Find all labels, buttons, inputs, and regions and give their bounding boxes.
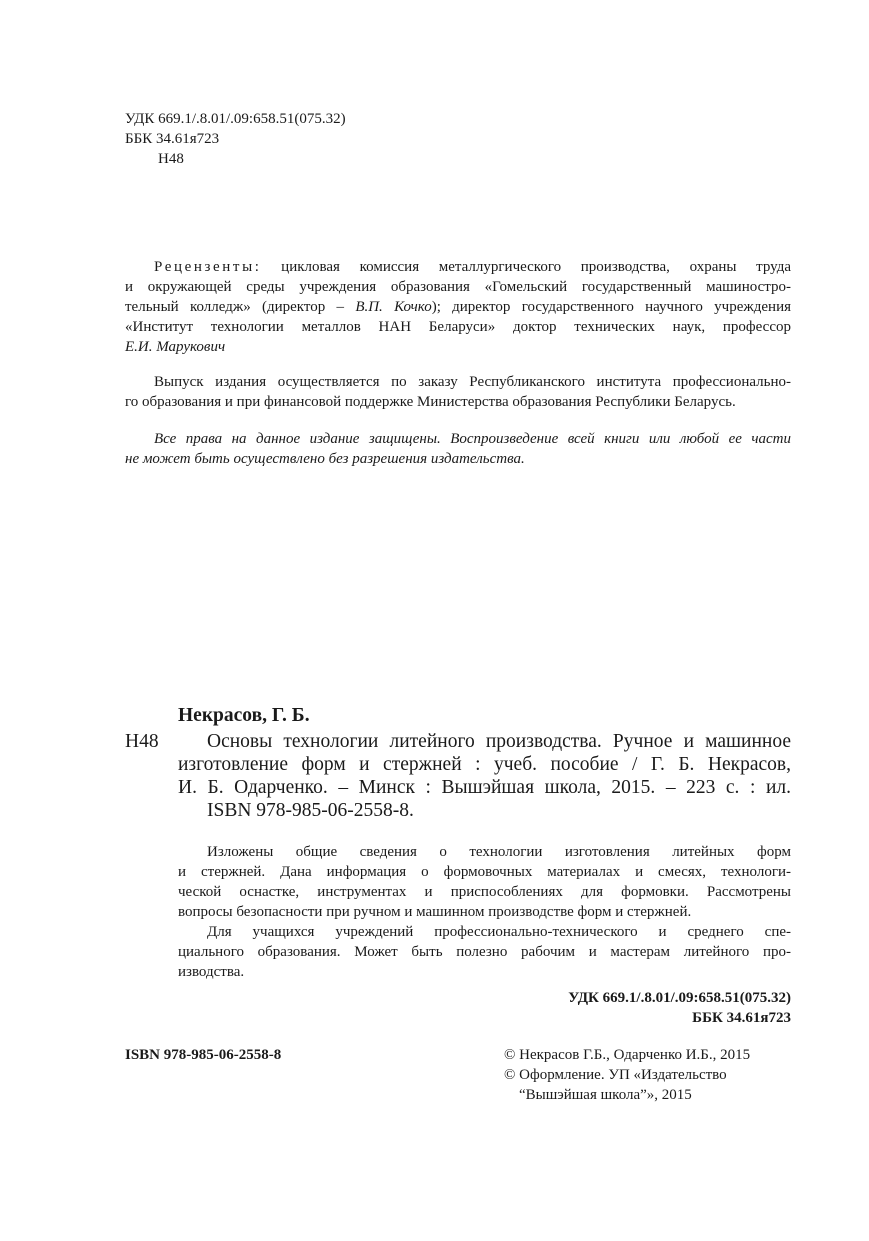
reviewers-line-4: «Институт технологии металлов НАН Беларуси» доктор технических наук, профессор	[125, 319, 791, 335]
funding-line-2: го образования и при финансовой поддержке Министерства образования Республики Беларусь.	[125, 394, 736, 410]
copyright-line-1: © Некрасов Г.Б., Одарченко И.Б., 2015	[504, 1047, 751, 1063]
rights-line-1: Все права на данное издание защищены. Воспроизведение всей книги или любой ее части	[154, 431, 791, 447]
copyright-line-2: © Оформление. УП «Издательство	[504, 1067, 727, 1083]
rights-line-2: не может быть осуществлено без разрешения издательства.	[125, 451, 525, 467]
copyright-line-3: “Вышэйшая школа”», 2015	[519, 1087, 692, 1103]
footer-isbn: ISBN 978-985-06-2558-8	[125, 1047, 282, 1063]
reviewers-professor: Е.И. Марукович	[125, 339, 226, 355]
catalog-line-2: изготовление форм и стержней : учеб. пособие / Г. Б. Некрасов,	[178, 754, 791, 775]
reviewers-line-2: и окружающей среды учреждения образования «Гомельский государственный машиностро-	[125, 279, 791, 295]
annotation-p2-line-1: Для учащихся учреждений профессионально-технического и среднего спе-	[207, 924, 791, 940]
annotation-p2-line-3: изводства.	[178, 964, 245, 980]
bbk-code: ББК 34.61я723	[125, 131, 220, 147]
catalog-author: Некрасов, Г. Б.	[178, 705, 310, 726]
reviewers-line-3a: тельный колледж» (директор –	[125, 299, 356, 315]
catalog-entry	[178, 730, 791, 822]
funding-note	[125, 372, 791, 412]
catalog-isbn: ISBN 978-985-06-2558-8.	[207, 800, 414, 821]
annotation	[178, 842, 791, 982]
annotation-p1-line-2: и стержней. Дана информация о формовочных материалах и смесях, технологи-	[178, 864, 791, 880]
footer-classification	[391, 988, 791, 1028]
reviewers-block	[125, 257, 791, 357]
udk-code: УДК 669.1/.8.01/.09:658.51(075.32)	[125, 111, 346, 127]
classification-block	[125, 109, 425, 169]
reviewers-line-3b: ); директор государственного научного учреждения	[431, 299, 791, 315]
annotation-p1-line-1: Изложены общие сведения о технологии изготовления литейных форм	[207, 844, 791, 860]
footer-udk: УДК 669.1/.8.01/.09:658.51(075.32)	[568, 990, 791, 1006]
annotation-p1-line-3: ческой оснастке, инструментах и приспособлениях для формовки. Рассмотрены	[178, 884, 791, 900]
rights-note	[125, 429, 791, 469]
reviewers-label: Рецензенты:	[154, 259, 262, 275]
footer-bbk: ББК 34.61я723	[692, 1010, 791, 1026]
catalog-line-1: Основы технологии литейного производства. Ручное и машинное	[207, 731, 791, 752]
director-name: В.П. Кочко	[355, 299, 432, 315]
catalog-line-3: И. Б. Одарченко. – Минск : Вышэйшая школа, 2015. – 223 с. : ил.	[178, 777, 791, 798]
copyright-block	[504, 1045, 804, 1105]
annotation-p2-line-2: циального образования. Может быть полезно рабочим и мастерам литейного про-	[178, 944, 791, 960]
annotation-p1-line-4: вопросы безопасности при ручном и машинном производстве форм и стержней.	[178, 904, 692, 920]
author-mark: Н48	[158, 151, 184, 167]
catalog-code: Н48	[125, 731, 159, 752]
funding-line-1: Выпуск издания осуществляется по заказу Республиканского института профессионально-	[154, 374, 791, 390]
reviewers-line-1: цикловая комиссия металлургического производства, охраны труда	[261, 259, 791, 275]
